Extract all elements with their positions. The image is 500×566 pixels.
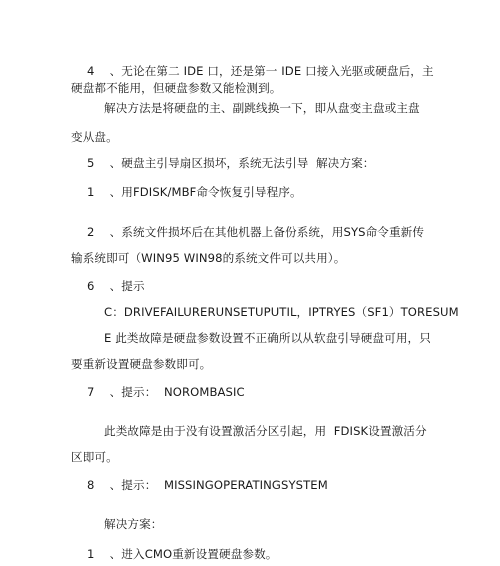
- paragraph-line: 5 、硬盘主引导扇区损坏，系统无法引导 解决方案：: [87, 156, 375, 170]
- paragraph-line: 6 、提示: [87, 279, 145, 293]
- paragraph-line: 要重新设置硬盘参数即可。: [71, 357, 212, 371]
- paragraph-line: 2 、系统文件损坏后在其他机器上备份系统，用SYS命令重新传: [87, 225, 425, 239]
- paragraph-line: 7 、提示： NOROMBASIC: [87, 385, 245, 399]
- paragraph-line: 变从盘。: [71, 130, 118, 144]
- paragraph-line: 1 、进入CMO重新设置硬盘参数。: [87, 547, 278, 561]
- paragraph-line: 解决方案：: [104, 517, 163, 531]
- paragraph-line: C：DRIVEFAILURERUNSETUPUTIL，IPTRYES（SF1）TORESUM: [104, 305, 459, 319]
- paragraph-line: 1 、用FDISK/MBF命令恢复引导程序。: [87, 185, 302, 199]
- paragraph-line: 解决方法是将硬盘的主、副跳线换一下，即从盘变主盘或主盘: [104, 101, 420, 115]
- paragraph-line: 4 、无论在第二 IDE 口，还是第一 IDE 口接入光驱或硬盘后，主: [87, 64, 434, 78]
- paragraph-line: E 此类故障是硬盘参数设置不正确所以从软盘引导硬盘可用，只: [104, 331, 431, 345]
- paragraph-line: 8 、提示： MISSINGOPERATINGSYSTEM: [87, 478, 328, 492]
- paragraph-line: 硬盘都不能用，但硬盘参数又能检测到。: [71, 81, 282, 95]
- paragraph-line: 输系统即可（WIN95 WIN98的系统文件可以共用）。: [71, 251, 346, 265]
- paragraph-line: 区即可。: [71, 450, 118, 464]
- paragraph-line: 此类故障是由于没有设置激活分区引起，用 FDISK设置激活分: [104, 424, 427, 438]
